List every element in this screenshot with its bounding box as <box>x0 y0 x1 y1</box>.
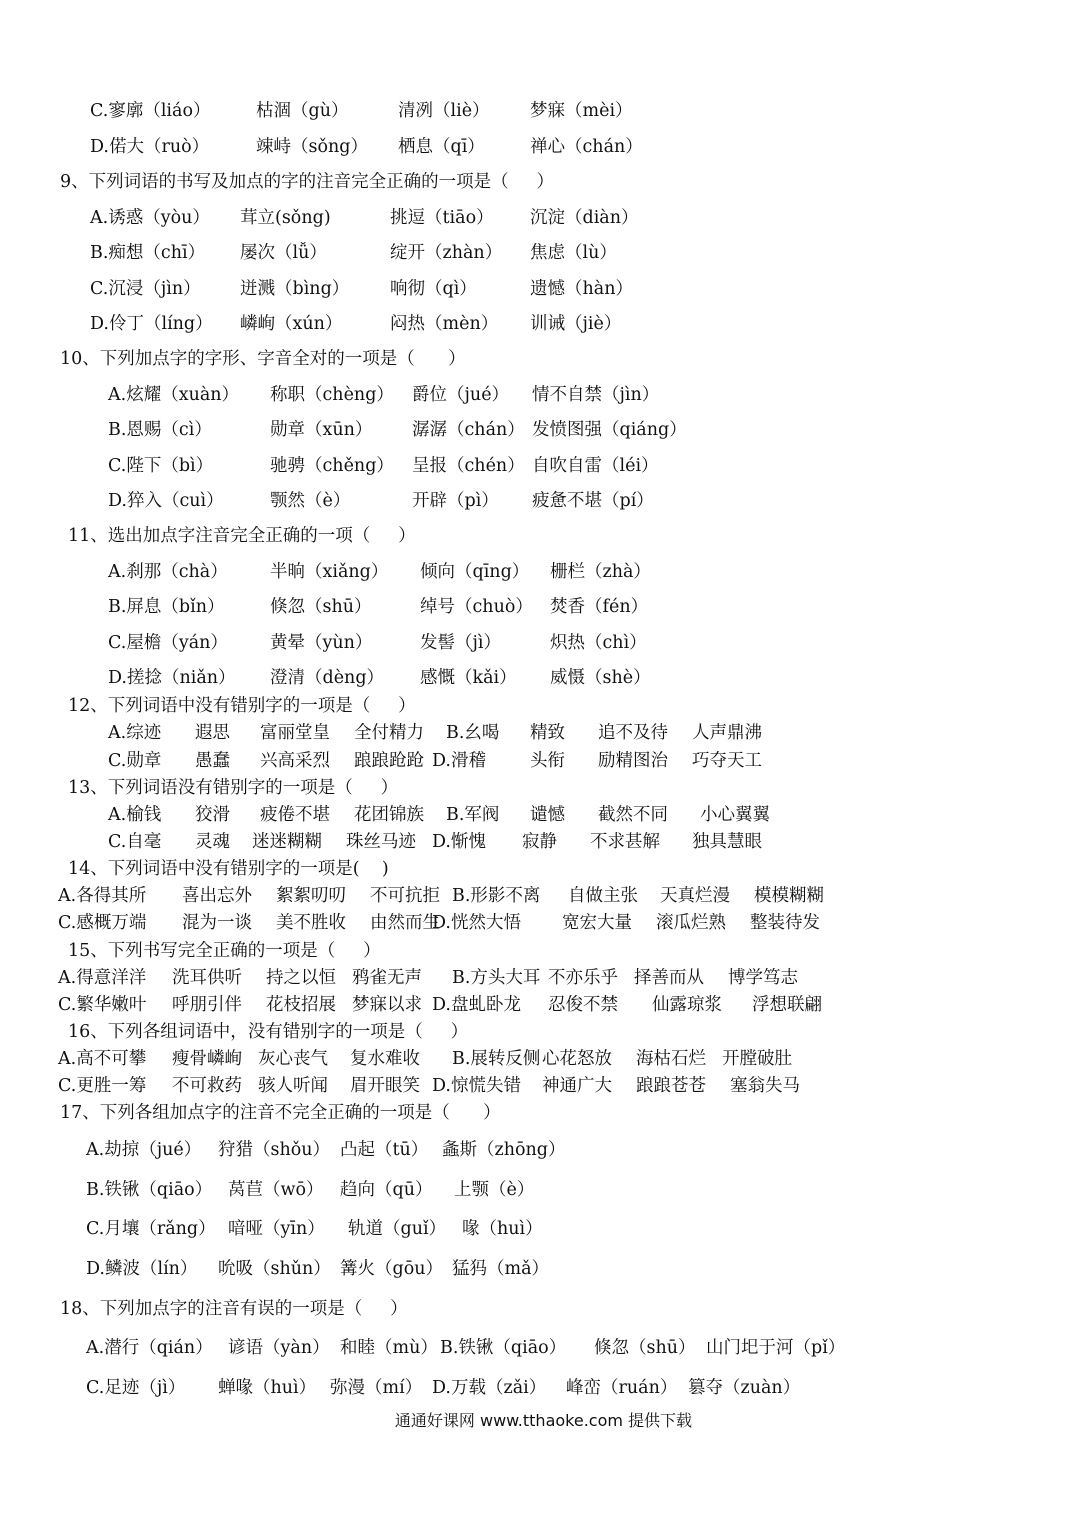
line-segment: C.自毫 <box>108 832 162 852</box>
line-segment: C.勋章 <box>108 751 162 771</box>
line-segment: 栅栏（zhà） <box>550 562 651 582</box>
line-segment: B.方头大耳 <box>452 968 541 988</box>
line-segment: 弥漫（mí） <box>330 1378 423 1398</box>
line-segment: 峰峦（ruán） <box>566 1378 678 1398</box>
line-segment: 博学笃志 <box>728 968 798 988</box>
line-segment: 16、下列各组词语中，没有错别字的一项是（ ） <box>68 1022 469 1042</box>
line-segment: 疲倦不堪 <box>260 805 330 825</box>
line-segment: 禅心（chán） <box>530 137 643 157</box>
line-segment: C.月壤（rǎng） <box>86 1219 216 1239</box>
line-segment: 花团锦族 <box>354 805 424 825</box>
line-segment: 10、下列加点字的字形、字音全对的一项是（ ） <box>60 349 466 369</box>
line-segment: B.痴想（chī） <box>90 243 206 263</box>
line-segment: 驰骋（chěng） <box>270 456 394 476</box>
line-segment: 倏忽（shū） <box>594 1338 696 1358</box>
line-segment: 持之以恒 <box>266 968 336 988</box>
line-segment: 15、下列书写完全正确的一项是（ ） <box>68 941 381 961</box>
line-segment: D.搓捻（niǎn） <box>108 668 236 688</box>
line-segment: 追不及待 <box>598 723 668 743</box>
line-segment: 遐思 <box>195 723 230 743</box>
line-segment: A.得意洋洋 <box>58 968 147 988</box>
line-segment: 不可救药 <box>172 1076 242 1096</box>
line-segment: 绽开（zhàn） <box>390 243 503 263</box>
line-segment: 黄晕（yùn） <box>270 633 373 653</box>
line-segment: 美不胜收 <box>276 913 346 933</box>
line-segment: A.诱惑（yòu） <box>90 208 210 228</box>
line-segment: 梦寐以求 <box>352 995 422 1015</box>
line-segment: A.潜行（qián） <box>86 1338 213 1358</box>
line-segment: B.军阀 <box>446 805 500 825</box>
line-segment: 发髻（jì） <box>420 633 502 653</box>
line-segment: 训诫（jiè） <box>530 314 622 334</box>
line-segment: 17、下列各组加点字的注音不完全正确的一项是（ ） <box>60 1103 501 1123</box>
line-segment: A.榆钱 <box>108 805 162 825</box>
line-segment: 鸦雀无声 <box>352 968 422 988</box>
line-segment: D.猝入（cuì） <box>108 491 224 511</box>
line-segment: 全付精力 <box>354 723 424 743</box>
line-segment: D.伶丁（líng） <box>90 314 213 334</box>
line-segment: 威慑（shè） <box>550 668 651 688</box>
line-segment: 颚然（è） <box>270 491 351 511</box>
line-segment: 清冽（liè） <box>398 101 490 121</box>
line-segment: 山门圯于河（pǐ） <box>706 1338 846 1358</box>
line-segment: 梦寐（mèi） <box>530 101 633 121</box>
line-segment: C.繁华嫩叶 <box>58 995 147 1015</box>
line-segment: 11、选出加点字注音完全正确的一项（ ） <box>68 526 416 546</box>
line-segment: D.万载（zǎi） <box>432 1378 547 1398</box>
line-segment: 小心翼翼 <box>700 805 770 825</box>
line-segment: 心花怒放 <box>542 1049 612 1069</box>
line-segment: 沉淀（diàn） <box>530 208 639 228</box>
line-segment: 踉踉苍苍 <box>636 1076 706 1096</box>
line-segment: 猛犸（mǎ） <box>452 1259 550 1279</box>
line-segment: 遗憾（hàn） <box>530 279 633 299</box>
line-segment: 竦峙（sǒng） <box>256 137 368 157</box>
line-segment: 13、下列词语没有错别字的一项是（ ） <box>68 778 399 798</box>
line-segment: 称职（chèng） <box>270 385 394 405</box>
line-segment: 勋章（xūn） <box>270 420 373 440</box>
line-segment: 倏忽（shū） <box>270 597 372 617</box>
line-segment: 珠丝马迹 <box>346 832 416 852</box>
line-segment: 半晌（xiǎng） <box>270 562 389 582</box>
line-segment: 混为一谈 <box>182 913 252 933</box>
line-segment: 闷热（mèn） <box>390 314 499 334</box>
line-segment: 由然而生 <box>370 913 440 933</box>
line-segment: 踉踉跄跄 <box>354 751 424 771</box>
line-segment: 篝火（gōu） <box>340 1259 444 1279</box>
line-segment: C.屋檐（yán） <box>108 633 228 653</box>
line-segment: 愚蠢 <box>195 751 230 771</box>
line-segment: D.盘虬卧龙 <box>432 995 521 1015</box>
line-segment: 凸起（tū） <box>340 1140 429 1160</box>
line-segment: 9、下列词语的书写及加点的字的注音完全正确的一项是（ ） <box>60 172 554 192</box>
line-segment: 14、下列词语中没有错别字的一项是( ) <box>68 859 389 879</box>
line-segment: 轨道（guǐ） <box>348 1219 447 1239</box>
line-segment: 开辟（pì） <box>412 491 499 511</box>
line-segment: 兴高采烈 <box>260 751 330 771</box>
line-segment: A.刹那（chà） <box>108 562 228 582</box>
line-segment: B.展转反侧 <box>452 1049 541 1069</box>
line-segment: 择善而从 <box>634 968 704 988</box>
line-segment: 爵位（jué） <box>412 385 510 405</box>
line-segment: 截然不同 <box>598 805 668 825</box>
line-segment: 茸立(sǒng) <box>240 208 331 228</box>
line-segment: 狡滑 <box>195 805 230 825</box>
line-segment: 谚语（yàn） <box>228 1338 330 1358</box>
line-segment: 整装待发 <box>750 913 820 933</box>
line-segment: 不可抗拒 <box>370 886 440 906</box>
line-segment: 篡夺（zuàn） <box>688 1378 801 1398</box>
line-segment: D.鳞波（lín） <box>86 1259 198 1279</box>
line-segment: 发愤图强（qiáng） <box>532 420 687 440</box>
line-segment: 12、下列词语中没有错别字的一项是（ ） <box>68 696 416 716</box>
line-segment: B.形影不离 <box>452 886 541 906</box>
line-segment: 莴苣（wō） <box>228 1180 324 1200</box>
line-segment: A.高不可攀 <box>58 1049 147 1069</box>
line-segment: B.幺喝 <box>446 723 500 743</box>
line-segment: C.更胜一筹 <box>58 1076 147 1096</box>
line-segment: 精致 <box>530 723 565 743</box>
line-segment: 眉开眼笑 <box>350 1076 420 1096</box>
line-segment: 谴憾 <box>530 805 565 825</box>
line-segment: 神通广大 <box>542 1076 612 1096</box>
line-segment: 天真烂漫 <box>660 886 730 906</box>
line-segment: 不求甚解 <box>590 832 660 852</box>
line-segment: 瘦骨嶙峋 <box>172 1049 242 1069</box>
line-segment: D.恍然大悟 <box>432 913 521 933</box>
line-segment: 模模糊糊 <box>754 886 824 906</box>
line-segment: 栖息（qī） <box>398 137 485 157</box>
line-segment: 焚香（fén） <box>550 597 649 617</box>
line-segment: 吮吸（shǔn） <box>218 1259 331 1279</box>
line-segment: 情不自禁（jìn） <box>532 385 660 405</box>
line-segment: A.炫耀（xuàn） <box>108 385 240 405</box>
line-segment: 呼朋引伴 <box>172 995 242 1015</box>
line-segment: 呈报（chén） <box>412 456 525 476</box>
line-segment: 枯涸（gù） <box>256 101 349 121</box>
page-footer: 通通好课网 www.tthaoke.com 提供下载 <box>394 1411 693 1430</box>
line-segment: B.恩赐（cì） <box>108 420 212 440</box>
line-segment: 嶙峋（xún） <box>240 314 343 334</box>
line-segment: 疲惫不堪（pí） <box>532 491 654 511</box>
line-segment: 喙（huì） <box>462 1219 543 1239</box>
line-segment: B.屏息（bǐn） <box>108 597 225 617</box>
line-segment: 寂静 <box>522 832 557 852</box>
line-segment: 人声鼎沸 <box>692 723 762 743</box>
line-segment: B.铁锹（qiāo） <box>86 1180 213 1200</box>
line-segment: 忍俊不禁 <box>548 995 618 1015</box>
line-segment: 炽热（chì） <box>550 633 647 653</box>
line-segment: 自做主张 <box>568 886 638 906</box>
line-segment: 倾向（qīng） <box>420 562 530 582</box>
line-segment: 和睦（mù） <box>340 1338 438 1358</box>
line-segment: 喜出忘外 <box>182 886 252 906</box>
line-segment: D.偌大（ruò） <box>90 137 210 157</box>
line-segment: 励精图治 <box>598 751 668 771</box>
line-segment: C.沉浸（jìn） <box>90 279 201 299</box>
line-segment: 洗耳供听 <box>172 968 242 988</box>
line-segment: 絮絮叨叨 <box>276 886 346 906</box>
line-segment: 潺潺（chán） <box>412 420 525 440</box>
line-segment: 蝉喙（huì） <box>218 1378 317 1398</box>
line-segment: 不亦乐乎 <box>548 968 618 988</box>
line-segment: 仙露琼浆 <box>652 995 722 1015</box>
line-segment: 18、下列加点字的注音有误的一项是（ ） <box>60 1299 408 1319</box>
line-segment: C.寥廓（liáo） <box>90 101 211 121</box>
line-segment: 自吹自雷（léi） <box>532 456 659 476</box>
line-segment: 趋向（qū） <box>340 1180 433 1200</box>
line-segment: 焦虑（lù） <box>530 243 617 263</box>
line-segment: 宽宏大量 <box>562 913 632 933</box>
line-segment: 迷迷糊糊 <box>252 832 322 852</box>
line-segment: 海枯石烂 <box>636 1049 706 1069</box>
line-segment: 感慨（kǎi） <box>420 668 517 688</box>
line-segment: A.各得其所 <box>58 886 147 906</box>
line-segment: C.陛下（bì） <box>108 456 214 476</box>
line-segment: 滚瓜烂熟 <box>656 913 726 933</box>
line-segment: 骇人听闻 <box>258 1076 328 1096</box>
line-segment: 花枝招展 <box>266 995 336 1015</box>
line-segment: 喑哑（yīn） <box>228 1219 325 1239</box>
line-segment: D.滑稽 <box>432 751 486 771</box>
line-segment: B.铁锹（qiāo） <box>440 1338 567 1358</box>
line-segment: 复水难收 <box>350 1049 420 1069</box>
line-segment: 灰心丧气 <box>258 1049 328 1069</box>
line-segment: A.综迹 <box>108 723 162 743</box>
line-segment: 响彻（qì） <box>390 279 477 299</box>
line-segment: 螽斯（zhōng） <box>442 1140 566 1160</box>
line-segment: 灵魂 <box>195 832 230 852</box>
line-segment: C.感概万端 <box>58 913 147 933</box>
line-segment: 绰号（chuò） <box>420 597 533 617</box>
line-segment: 富丽堂皇 <box>260 723 330 743</box>
line-segment: 屡次（lǚ） <box>240 243 327 263</box>
line-segment: 头衔 <box>530 751 565 771</box>
line-segment: 挑逗（tiāo） <box>390 208 494 228</box>
line-segment: C.足迹（jì） <box>86 1378 186 1398</box>
line-segment: 塞翁失马 <box>730 1076 800 1096</box>
line-segment: 开膛破肚 <box>722 1049 792 1069</box>
line-segment: 狩猎（shǒu） <box>218 1140 331 1160</box>
line-segment: D.惊慌失错 <box>432 1076 521 1096</box>
line-segment: 上颚（è） <box>454 1180 535 1200</box>
line-segment: 迸溅（bìng） <box>240 279 350 299</box>
line-segment: A.劫掠（jué） <box>86 1140 202 1160</box>
line-segment: 浮想联翩 <box>752 995 822 1015</box>
line-segment: 独具慧眼 <box>692 832 762 852</box>
line-segment: 巧夺天工 <box>692 751 762 771</box>
line-segment: D.惭愧 <box>432 832 486 852</box>
line-segment: 澄清（dèng） <box>270 668 385 688</box>
